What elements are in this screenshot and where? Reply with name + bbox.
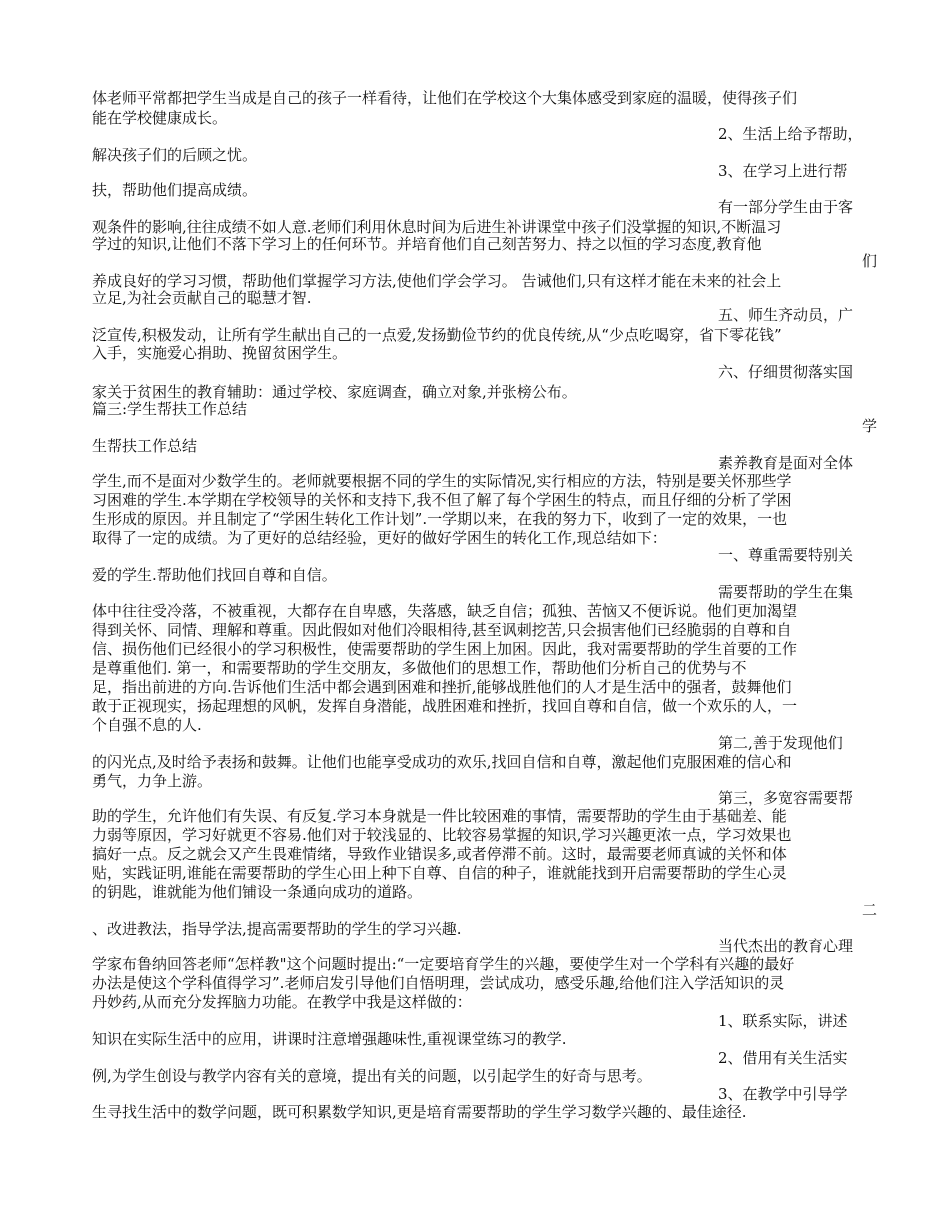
text-line: 丹妙药,从而充分发挥脑力功能。在教学中我是这样做的： (92, 993, 472, 1011)
text-line: 知识在实际生活中的应用，讲课时注意增强趣味性,重视课堂练习的教学. (92, 1030, 567, 1048)
text-line: 足，指出前进的方向.告诉他们生活中都会遇到困难和挫折,能够战胜他们的人才是生活中的强者，鼓舞他们 (92, 678, 792, 696)
text-line: 信、损伤他们已经很小的学习积极性，使需要帮助的学生困上加困。因此，我对需要帮助的学生首要的工作 (92, 640, 798, 658)
text-line: 家关于贫困生的教育辅助：通过学校、家庭调查，确立对象,并张榜公布。 (92, 383, 577, 401)
text-line: 3、在教学中引导学 (718, 1085, 848, 1103)
text-line: 习困难的学生.本学期在学校领导的关怀和支持下,我不但了解了每个学困生的特点，而且仔细的分析了学困 (92, 491, 792, 509)
text-line: 办法是使这个学科值得学习”.老师启发引导他们自悟明理，尝试成功，感受乐趣,给他们注入学活知识的灵 (92, 974, 785, 992)
text-line: 生帮扶工作总结 (92, 437, 198, 455)
text-line: 养成良好的学习习惯，帮助他们掌握学习方法,使他们学会学习。 告诫他们,只有这样才能在未来的社会上 (92, 272, 782, 290)
text-line: 3、在学习上进行帮 (718, 162, 848, 180)
section-heading: 篇三:学生帮扶工作总结 (92, 400, 248, 418)
text-line: 体中往往受冷落，不被重视，大都存在自卑感，失落感，缺乏自信；孤独、苦恼又不便诉说。他们更加渴望 (92, 602, 798, 620)
text-line: 学 (862, 417, 878, 435)
text-line: 取得了一定的成绩。为了更好的总结经验，更好的做好学困生的转化工作,现总结如下： (92, 529, 667, 547)
text-line: 2、借用有关生活实 (718, 1049, 848, 1067)
text-line: 第二,善于发现他们 (718, 734, 843, 752)
text-line: 、改进教法，指导学法,提高需要帮助的学生的学习兴趣. (92, 920, 462, 938)
text-line: 体老师平常都把学生当成是自己的孩子一样看待，让他们在学校这个大集体感受到家庭的温暖，使得孩子们 (92, 89, 798, 107)
text-line: 搞好一点。反之就会又产生畏难情绪，导致作业错误多,或者停滞不前。这时，最需要老师真诚的关怀和体 (92, 845, 787, 863)
text-line: 素养教育是面对全体 (718, 454, 854, 472)
text-line: 是尊重他们. 第一，和需要帮助的学生交朋友，多做他们的思想工作，帮助他们分析自己的优势与不 (92, 659, 747, 677)
text-line: 1、联系实际，讲述 (718, 1012, 848, 1030)
text-line: 泛宣传,积极发动，让所有学生献出自己的一点爱,发扬勤俭节约的优良传统,从“少点吃喝穿，省下零花钱” (92, 326, 782, 344)
text-line: 爱的学生.帮助他们找回自尊和自信。 (92, 566, 337, 584)
text-line: 观条件的影响,往往成绩不如人意.老师们利用休息时间为后进生补讲课堂中孩子们没掌握的知识,不断温习 (92, 218, 782, 236)
text-line: 有一部分学生由于客 (718, 198, 854, 216)
text-line: 需要帮助的学生在集 (718, 583, 854, 601)
text-line: 二 (862, 901, 878, 919)
text-line: 扶，帮助他们提高成绩。 (92, 181, 258, 199)
text-line: 得到关怀、同情、理解和尊重。因此假如对他们冷眼相待,甚至讽刺挖苦,只会损害他们已经脆弱的自尊和自 (92, 621, 792, 639)
text-line: 入手，实施爱心捐助、挽留贫困学生。 (92, 344, 348, 362)
text-line: 们 (862, 252, 878, 270)
text-line: 学家布鲁纳回答老师“怎样教"这个问题时提出:“一定要培育学生的兴趣，要使学生对一个学科有兴趣的最好 (92, 955, 795, 973)
text-line: 五、师生齐动员，广 (718, 306, 854, 324)
text-line: 一、尊重需要特别关 (718, 546, 854, 564)
text-line: 的闪光点,及时给予表扬和鼓舞。让他们也能享受成功的欢乐,找回自信和自尊，激起他们克服困难的信心和 (92, 753, 792, 771)
text-line: 立足,为社会贡献自己的聪慧才智. (92, 289, 312, 307)
text-line: 力弱等原因，学习好就更不容易.他们对于较浅显的、比较容易掌握的知识,学习兴趣更浓一点，学习效果也 (92, 826, 792, 844)
text-line: 助的学生，允许他们有失误、有反复.学习本身就是一件比较困难的事情，需要帮助的学生由于基础差、能 (92, 807, 787, 825)
text-line: 能在学校健康成长。 (92, 109, 228, 127)
text-line: 例,为学生创设与教学内容有关的意境，提出有关的问题，以引起学生的好奇与思考。 (92, 1067, 652, 1085)
text-line: 当代杰出的教育心理 (718, 937, 854, 955)
text-line: 解决孩子们的后顾之忧。 (92, 146, 258, 164)
text-line: 个自强不息的人. (92, 716, 202, 734)
text-line: 第三，多宽容需要帮 (718, 789, 854, 807)
text-line: 贴，实践证明,谁能在需要帮助的学生心田上种下自尊、自信的种子，谁就能找到开启需要帮助的学生心灵 (92, 864, 787, 882)
text-line: 生形成的原因。并且制定了“学困生转化工作计划”.一学期以来，在我的努力下，收到了一定的效果，一也 (92, 510, 788, 528)
text-line: 2、生活上给予帮助， (718, 125, 863, 143)
text-line: 勇气，力争上游。 (92, 772, 213, 790)
text-line: 六、仔细贯彻落实国 (718, 363, 854, 381)
text-line: 生寻找生活中的数学问题，既可积累数学知识,更是培育需要帮助的学生学习数学兴趣的、最佳途径. (92, 1103, 747, 1121)
text-line: 学过的知识,让他们不落下学习上的任何环节。并培育他们自己刻苦努力、持之以恒的学习态度,教育他 (92, 235, 762, 253)
text-line: 敢于正视现实，扬起理想的风帆，发挥自身潜能，战胜困难和挫折，找回自尊和自信，做一个欢乐的人，一 (92, 697, 798, 715)
text-line: 学生,而不是面对少数学生的。老师就要根据不同的学生的实际情况,实行相应的方法，特别是要关怀那些学 (92, 472, 792, 490)
text-line: 的钥匙，谁就能为他们铺设一条通向成功的道路。 (92, 883, 423, 901)
